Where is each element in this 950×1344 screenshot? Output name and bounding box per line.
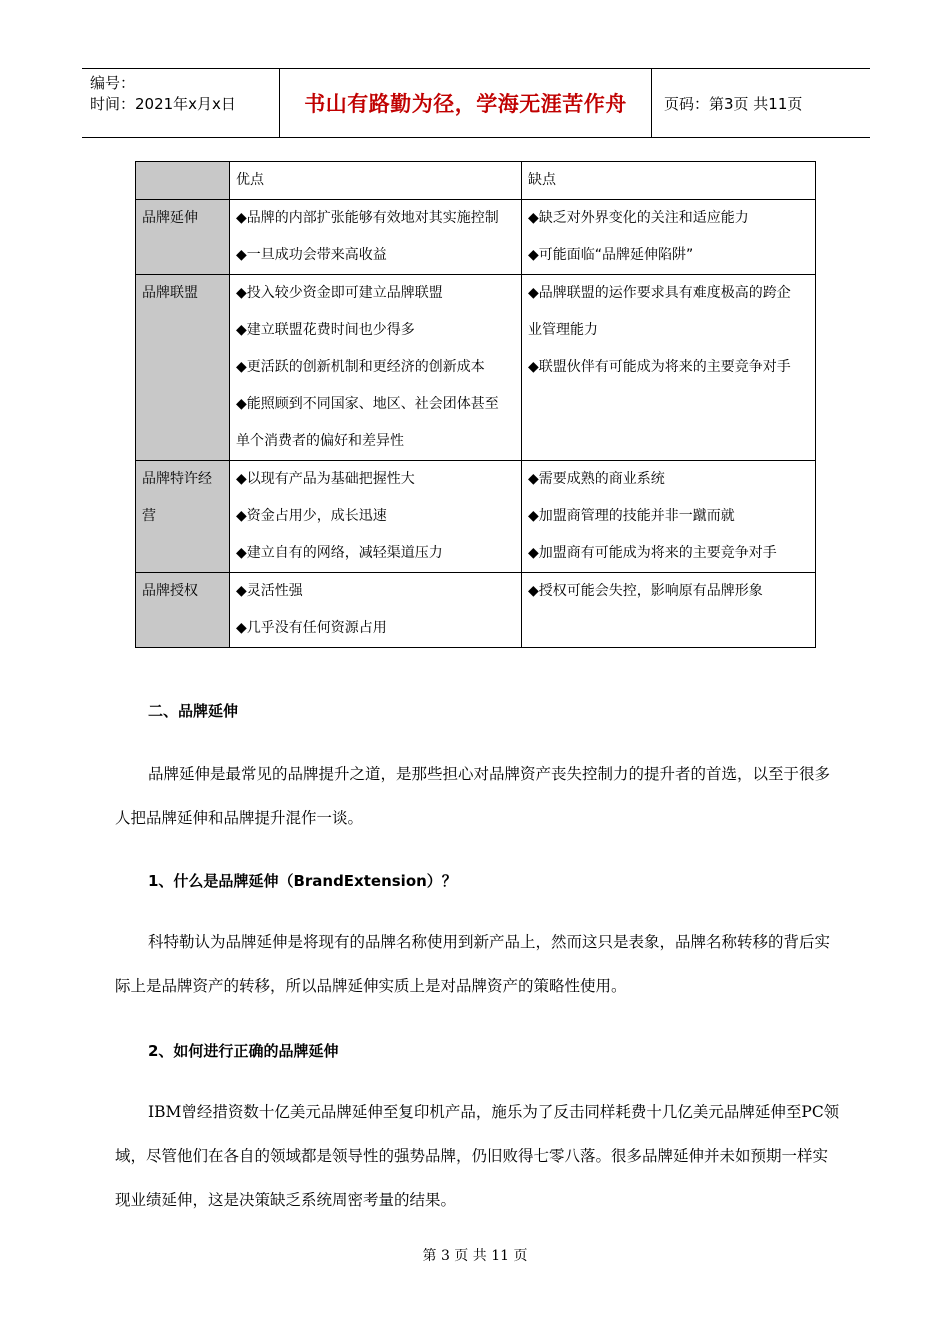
- header-motto: 书山有路勤为径，学海无涯苦作舟: [280, 69, 652, 137]
- header-meta: [82, 69, 280, 137]
- page-header: [82, 68, 870, 138]
- row-cons: ◆需要成熟的商业系统 ◆加盟商管理的技能并非一蹴而就 ◆加盟商有可能成为将来的主要竞争对手: [522, 461, 816, 573]
- col-header-pros: 优点: [230, 162, 522, 200]
- section-heading: 二、品牌延伸: [148, 702, 239, 720]
- q2-paragraph: IBM曾经措资数十亿美元品牌延伸至复印机产品，施乐为了反击同样耗费十几亿美元品牌延伸至PC领域，尽管他们在各自的领域都是领导性的强势品牌，仍旧败得七零八落。很多品牌延伸并未如预期一样实现业绩延伸，这是决策缺乏系统周密考量的结果。: [115, 1103, 840, 1209]
- row-name: 品牌延伸: [136, 200, 230, 275]
- row-pros: ◆以现有产品为基础把握性大 ◆资金占用少，成长迅速 ◆建立自有的网络，减轻渠道压力: [230, 461, 522, 573]
- col-header-cons: 缺点: [522, 162, 816, 200]
- row-pros: ◆投入较少资金即可建立品牌联盟 ◆建立联盟花费时间也少得多 ◆更活跃的创新机制和更经济的创新成本 ◆能照顾到不同国家、地区、社会团体甚至 单个消费者的偏好和差异性: [230, 275, 522, 461]
- table-header-row: [136, 162, 816, 200]
- table-row: [136, 573, 816, 648]
- row-name: 品牌授权: [136, 573, 230, 648]
- intro-paragraph: 品牌延伸是最常见的品牌提升之道，是那些担心对品牌资产丧失控制力的提升者的首选，以至于很多人把品牌延伸和品牌提升混作一谈。: [115, 765, 831, 827]
- page-footer: 第 3 页 共 11 页: [422, 1248, 528, 1264]
- row-pros: ◆品牌的内部扩张能够有效地对其实施控制 ◆一旦成功会带来高收益: [230, 200, 522, 275]
- q1-paragraph: 科特勒认为品牌延伸是将现有的品牌名称使用到新产品上，然而这只是表象，品牌名称转移的背后实际上是品牌资产的转移，所以品牌延伸实质上是对品牌资产的策略性使用。: [115, 933, 831, 995]
- q2-heading: 2、如何进行正确的品牌延伸: [148, 1042, 339, 1060]
- row-cons: ◆缺乏对外界变化的关注和适应能力 ◆可能面临“品牌延伸陷阱”: [522, 200, 816, 275]
- code-label: 编号：: [90, 74, 136, 92]
- row-name: 品牌特许经 营: [136, 461, 230, 573]
- table-row: [136, 200, 816, 275]
- q1-heading: 1、什么是品牌延伸（BrandExtension）？: [148, 872, 457, 890]
- table-row: [136, 461, 816, 573]
- time-label: 时间：2021年x月x日: [90, 95, 236, 113]
- header-page-label: 页码：第3页 共11页: [664, 94, 803, 113]
- table-corner-cell: [136, 162, 230, 200]
- comparison-table: [135, 161, 816, 648]
- row-pros: ◆灵活性强 ◆几乎没有任何资源占用: [230, 573, 522, 648]
- table-row: [136, 275, 816, 461]
- row-name: 品牌联盟: [136, 275, 230, 461]
- row-cons: ◆授权可能会失控，影响原有品牌形象: [522, 573, 816, 648]
- row-cons: ◆品牌联盟的运作要求具有难度极高的跨企 业管理能力 ◆联盟伙伴有可能成为将来的主要竞争对手: [522, 275, 816, 461]
